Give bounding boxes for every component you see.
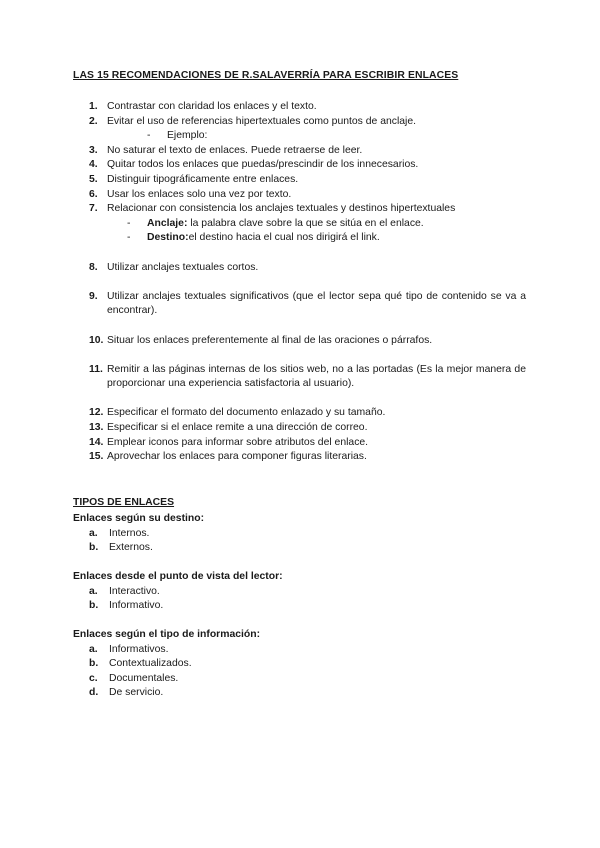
definition-term: Destino:	[147, 232, 189, 244]
list-item	[89, 144, 526, 159]
item-number: 13.	[89, 422, 104, 434]
item-text: Interactivo.	[109, 585, 160, 597]
item-number: 4.	[89, 159, 98, 171]
item-text: Quitar todos los enlaces que puedas/prescindir de los innecesarios.	[107, 159, 419, 171]
item-number: 3.	[89, 144, 98, 156]
recommendations-list	[89, 100, 526, 465]
list-item	[89, 585, 533, 600]
link-group-destino	[73, 512, 533, 556]
item-text: Externos.	[109, 542, 153, 554]
definition-desc: el destino hacia el cual nos dirigirá el link.	[188, 232, 380, 244]
list-item	[89, 599, 533, 614]
item-number: 14.	[89, 436, 104, 448]
item-text: No saturar el texto de enlaces. Puede retraerse de leer.	[107, 144, 363, 156]
types-section-title: TIPOS DE ENLACES	[73, 497, 175, 508]
list-item	[89, 541, 533, 556]
list-item	[89, 436, 526, 451]
item-number: 9.	[89, 290, 98, 302]
item-letter: b.	[89, 658, 99, 670]
list-item	[89, 158, 526, 173]
item-number: 6.	[89, 188, 98, 200]
list-item	[89, 406, 526, 421]
list-item	[89, 115, 526, 144]
link-group-lector	[73, 570, 533, 614]
list-item	[89, 363, 526, 392]
list-item	[89, 202, 526, 246]
item-number: 11.	[89, 363, 103, 375]
list-item	[89, 657, 533, 672]
item-text: Utilizar anclajes textuales significativos (que el lector sepa qué tipo de contenido se va a encontrar).	[107, 290, 526, 317]
page-title: LAS 15 RECOMENDACIONES DE R.SALAVERRÍA PARA ESCRIBIR ENLACES	[73, 70, 459, 81]
sub-item-text: Ejemplo:	[167, 130, 208, 142]
group-title: Enlaces según el tipo de información:	[73, 629, 261, 640]
list-item	[89, 100, 526, 115]
list-item	[89, 643, 533, 658]
item-text: Aprovechar los enlaces para componer figuras literarias.	[107, 451, 367, 463]
item-number: 8.	[89, 261, 98, 273]
item-text: Remitir a las páginas internas de los sitios web, no a las portadas (Es la mejor manera de proporcionar una experiencia satisfactoria al usuario).	[107, 363, 526, 390]
list-item	[89, 527, 533, 542]
item-text: Emplear iconos para informar sobre atributos del enlace.	[107, 436, 369, 448]
item-number: 5.	[89, 173, 98, 185]
item-letter: a.	[89, 585, 98, 597]
sub-item: - Ejemplo:	[147, 130, 208, 142]
item-letter: b.	[89, 542, 99, 554]
item-text: Relacionar con consistencia los anclajes textuales y destinos hipertextuales	[107, 203, 456, 215]
item-text: Informativos.	[109, 643, 169, 655]
list-item	[89, 450, 526, 465]
item-text: Contrastar con claridad los enlaces y el texto.	[107, 101, 317, 112]
item-text: Situar los enlaces preferentemente al final de las oraciones o párrafos.	[107, 334, 433, 346]
list-item	[89, 261, 526, 276]
item-text: Contextualizados.	[109, 658, 192, 670]
definition-anclaje: - Anclaje: la palabra clave sobre la que se sitúa en el enlace.	[127, 217, 424, 229]
item-text: De servicio.	[109, 687, 164, 699]
item-number: 12.	[89, 407, 104, 419]
item-text: Informativo.	[109, 600, 164, 612]
item-text: Distinguir tipográficamente entre enlaces.	[107, 173, 299, 185]
list-item	[89, 421, 526, 436]
item-letter: c.	[89, 672, 98, 684]
item-number: 1.	[89, 101, 98, 112]
item-text: Especificar el formato del documento enlazado y su tamaño.	[107, 407, 386, 419]
list-item	[89, 686, 533, 701]
item-letter: a.	[89, 527, 98, 539]
item-number: 7.	[89, 203, 98, 215]
definition-desc: la palabra clave sobre la que se sitúa en el enlace.	[190, 217, 424, 229]
list-item	[89, 334, 526, 349]
item-number: 2.	[89, 115, 98, 127]
item-letter: a.	[89, 643, 98, 655]
item-text: Internos.	[109, 527, 150, 539]
list-item	[89, 672, 533, 687]
item-text: Evitar el uso de referencias hipertextuales como puntos de anclaje.	[107, 115, 417, 127]
item-letter: d.	[89, 687, 99, 699]
group-title: Enlaces desde el punto de vista del lector:	[73, 571, 283, 582]
link-group-informacion	[73, 628, 533, 701]
item-text: Utilizar anclajes textuales cortos.	[107, 261, 259, 273]
list-item	[89, 188, 526, 203]
item-letter: b.	[89, 600, 99, 612]
item-text: Documentales.	[109, 672, 179, 684]
item-number: 15.	[89, 451, 104, 463]
definition-term: Anclaje:	[147, 217, 188, 229]
list-item	[89, 290, 526, 319]
item-text: Especificar si el enlace remite a una dirección de correo.	[107, 422, 368, 434]
item-text: Usar los enlaces solo una vez por texto.	[107, 188, 292, 200]
list-item	[89, 173, 526, 188]
item-number: 10.	[89, 334, 104, 346]
definition-destino: - Destino:el destino hacia el cual nos dirigirá el link.	[127, 232, 380, 244]
group-title: Enlaces según su destino:	[73, 513, 205, 524]
